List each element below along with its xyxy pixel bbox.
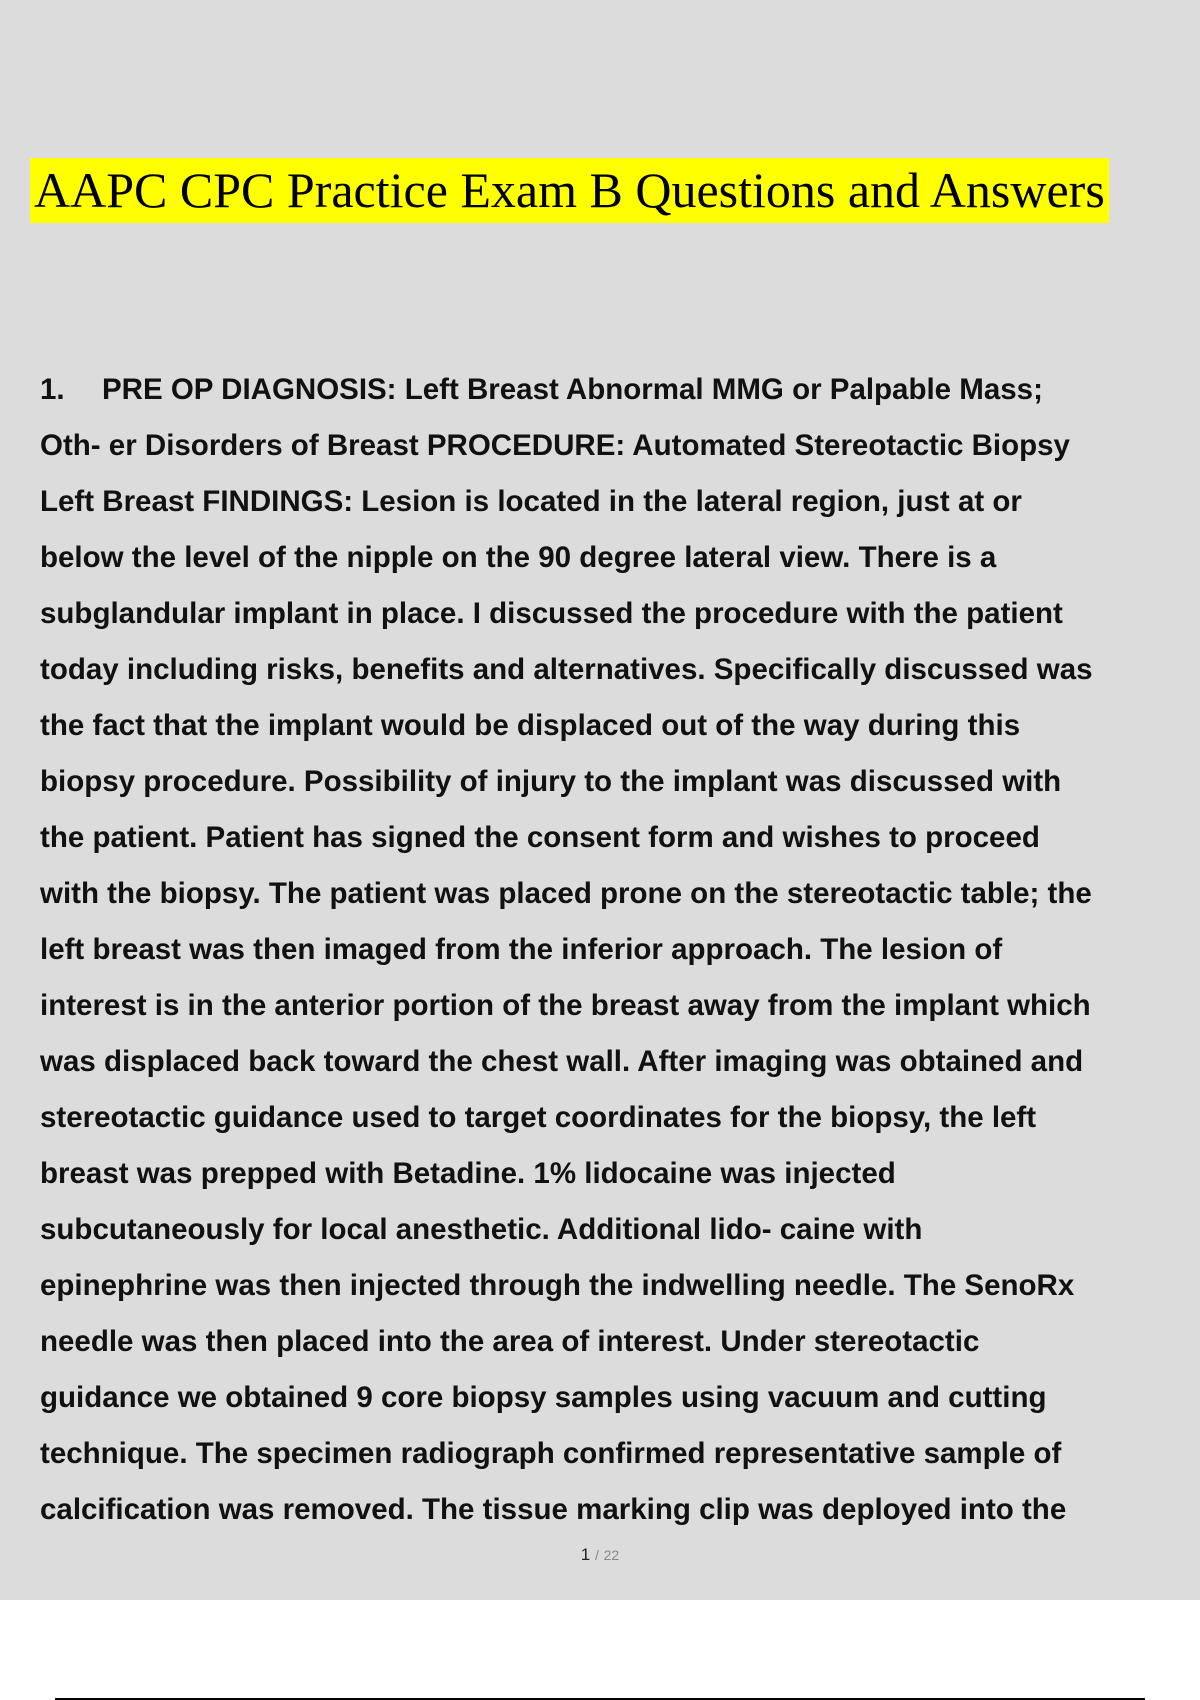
page-indicator <box>0 1545 1200 1565</box>
question-text-line: biopsy procedure. Possibility of injury to the implant was discussed with <box>40 765 1062 798</box>
question-text-line: was displaced back toward the chest wall. After imaging was obtained and <box>40 1045 1084 1078</box>
question-text-line: stereotactic guidance used to target coordinates for the biopsy, the left <box>40 1101 1037 1134</box>
question-text-line: subcutaneously for local anesthetic. Additional lido- caine with <box>40 1213 923 1246</box>
question-text-line: guidance we obtained 9 core biopsy samples using vacuum and cutting <box>40 1381 1047 1414</box>
question-text-line: the fact that the implant would be displaced out of the way during this <box>40 709 1021 742</box>
current-page-number: 1 <box>580 1545 591 1564</box>
question-text-line: Oth- er Disorders of Breast PROCEDURE: Automated Stereotactic Biopsy <box>40 429 1070 462</box>
question-text-line: today including risks, benefits and alternatives. Specifically discussed was <box>40 653 1093 686</box>
question-text-line: subglandular implant in place. I discussed the procedure with the patient <box>40 597 1063 630</box>
page-separator: / <box>595 1547 599 1563</box>
question-text-line: interest is in the anterior portion of the breast away from the implant which <box>40 989 1091 1022</box>
question-number: 1. <box>40 373 65 406</box>
question-line <box>40 362 1190 418</box>
total-page-count: 22 <box>603 1547 620 1563</box>
question-text-line: with the biopsy. The patient was placed prone on the stereotactic table; the <box>40 877 1092 910</box>
question-1 <box>40 362 1190 1538</box>
question-text-line: PRE OP DIAGNOSIS: Left Breast Abnormal MMG or Palpable Mass; <box>102 373 1043 406</box>
question-text-line: breast was prepped with Betadine. 1% lidocaine was injected <box>40 1157 896 1190</box>
document-title: AAPC CPC Practice Exam B Questions and Answers <box>30 158 1109 223</box>
question-text-line: the patient. Patient has signed the consent form and wishes to proceed <box>40 821 1040 854</box>
question-text-line: left breast was then imaged from the inferior approach. The lesion of <box>40 933 1003 966</box>
question-text-line: below the level of the nipple on the 90 degree lateral view. There is a <box>40 541 997 574</box>
question-text-line: Left Breast FINDINGS: Lesion is located in the lateral region, just at or <box>40 485 1022 518</box>
question-text-line: needle was then placed into the area of interest. Under stereotactic <box>40 1325 980 1358</box>
question-text-line: technique. The specimen radiograph confirmed representative sample of <box>40 1437 1062 1470</box>
question-text-line: epinephrine was then injected through the indwelling needle. The SenoRx <box>40 1269 1075 1302</box>
question-text-line: calcification was removed. The tissue marking clip was deployed into the <box>40 1493 1067 1526</box>
